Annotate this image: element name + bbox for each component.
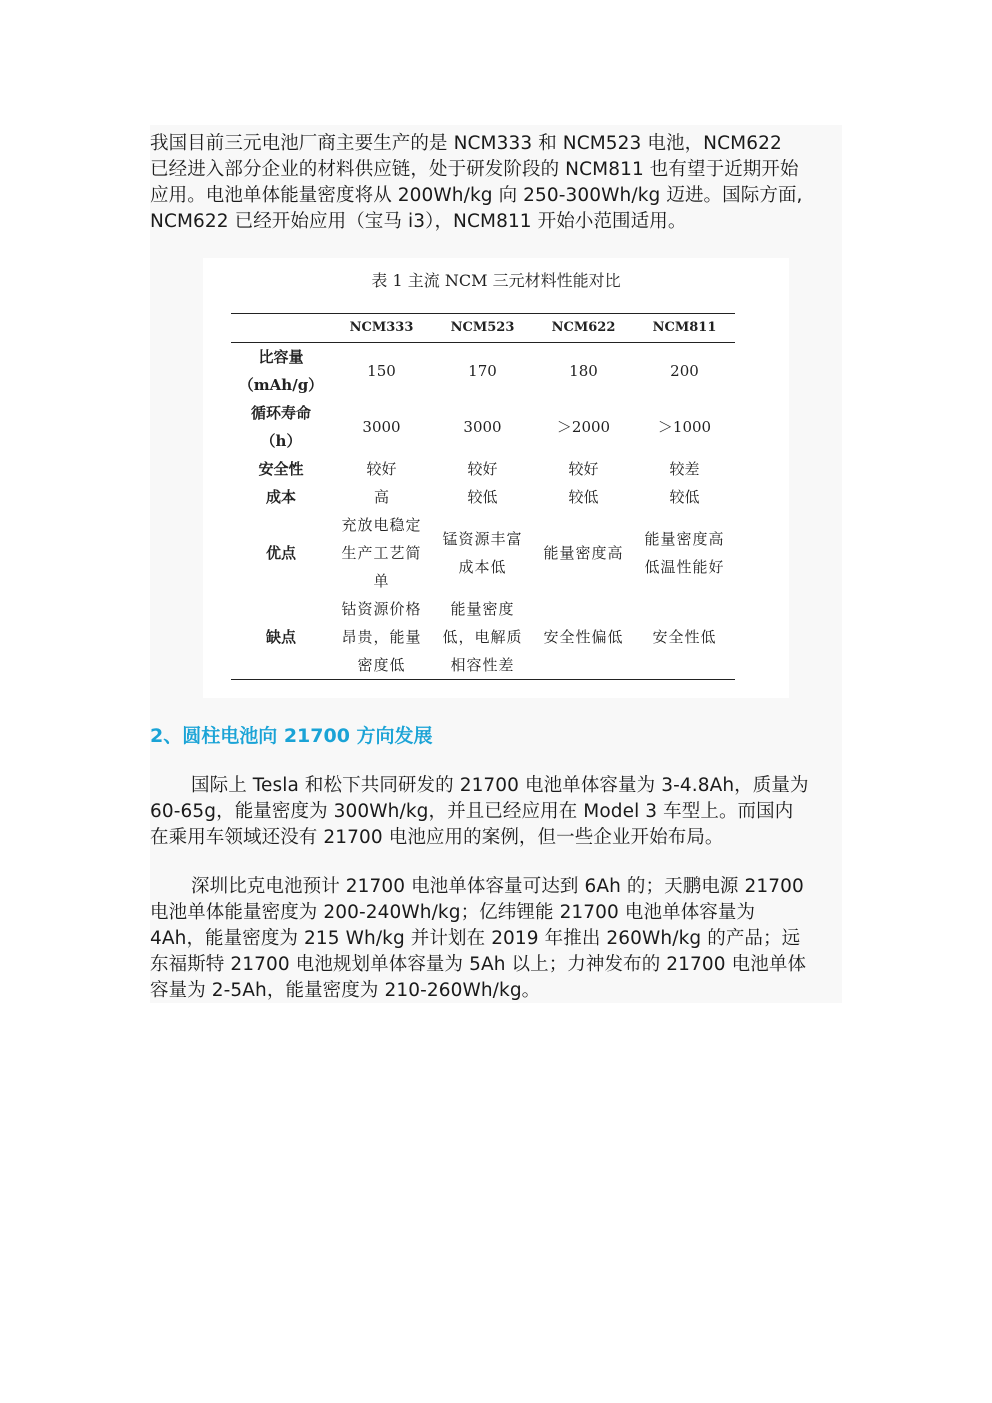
table-cell <box>533 511 634 595</box>
table-cell <box>331 511 432 595</box>
table-row-safety <box>231 455 735 483</box>
row-label-text: 循环寿命 （h） <box>250 404 311 450</box>
cell-text: 安全性低 <box>652 628 717 646</box>
paragraph-line: 国际上 Tesla 和松下共同研发的 21700 电池单体容量为 3-4.8Ah，质量为 <box>191 775 809 796</box>
paragraph-line: 4Ah，能量密度为 215 Wh/kg 并计划在 2019 年推出 260Wh/kg 的产品；远 <box>150 928 801 949</box>
table-cell: ＞1000 <box>657 418 712 436</box>
table-cell <box>533 595 634 680</box>
row-label: 安全性 <box>258 460 304 478</box>
table-cell: 较低 <box>467 488 498 506</box>
table-cell: 200 <box>670 362 699 380</box>
row-label: 缺点 <box>231 595 331 680</box>
table-cell <box>432 511 533 595</box>
table-cell: 高 <box>373 488 389 506</box>
table-cell: 180 <box>569 362 598 380</box>
table-cell: 170 <box>468 362 497 380</box>
cell-text: 钴资源价格 昂贵，能量 密度低 <box>341 600 422 674</box>
row-label <box>231 343 331 400</box>
cell-text: 安全性偏低 <box>543 628 624 646</box>
table-cell: 较低 <box>669 488 700 506</box>
paragraph-line: 60-65g，能量密度为 300Wh/kg，并且已经应用在 Model 3 车型上。而国内 <box>150 801 794 822</box>
table-row-disadvantages <box>231 595 735 680</box>
table-row-advantages <box>231 511 735 595</box>
table-cell <box>634 595 735 680</box>
paragraph-line: 容量为 2-5Ah，能量密度为 210-260Wh/kg。 <box>150 980 541 1001</box>
paragraph-domestic-21700 <box>150 874 850 1004</box>
paragraph-line: 已经进入部分企业的材料供应链，处于研发阶段的 NCM811 也有望于近期开始 <box>150 159 799 180</box>
cell-text: 能量密度 低，电解质 相容性差 <box>442 600 523 674</box>
row-label-text: 比容量 （mAh/g） <box>238 348 324 394</box>
table-cell: 150 <box>367 362 396 380</box>
row-label: 优点 <box>265 544 296 562</box>
paragraph-line: 深圳比克电池预计 21700 电池单体容量可达到 6Ah 的；天鹏电源 21700 <box>191 876 804 897</box>
paragraph-line: 电池单体能量密度为 200-240Wh/kg；亿纬锂能 21700 电池单体容量为 <box>150 902 756 923</box>
table-cell <box>634 511 735 595</box>
table-cell: 较好 <box>568 460 599 478</box>
table-title: 表 1 主流 NCM 三元材料性能对比 <box>371 271 621 290</box>
paragraph-line: 应用。电池单体能量密度将从 200Wh/kg 向 250-300Wh/kg 迈进。国际方面, <box>150 185 803 206</box>
table-cell: 较低 <box>568 488 599 506</box>
table-cell: 较差 <box>669 460 700 478</box>
paragraph-ncm-overview <box>150 131 850 235</box>
paragraph-line: 在乘用车领域还没有 21700 电池应用的案例，但一些企业开始布局。 <box>150 827 724 848</box>
header-cell-ncm523: NCM523 <box>432 314 533 343</box>
table-row-specific-capacity <box>231 343 735 400</box>
row-label <box>231 399 331 455</box>
table-cell: 较好 <box>467 460 498 478</box>
table-cell <box>331 595 432 680</box>
cell-text: 充放电稳定 生产工艺简 单 <box>341 516 422 590</box>
table-cell: ＞2000 <box>556 418 611 436</box>
table-row-cycle-life <box>231 399 735 455</box>
cell-text: 能量密度高 <box>543 544 624 562</box>
ncm-comparison-table <box>231 313 735 680</box>
row-label: 成本 <box>265 488 296 506</box>
header-cell-empty <box>231 314 331 343</box>
table-cell: 3000 <box>463 418 502 436</box>
paragraph-line: 我国目前三元电池厂商主要生产的是 NCM333 和 NCM523 电池，NCM622 <box>150 133 782 154</box>
table-cell: 3000 <box>362 418 401 436</box>
table-header-row <box>231 314 735 343</box>
section-heading: 2、圆柱电池向 21700 方向发展 <box>150 725 433 747</box>
header-cell-ncm622: NCM622 <box>533 314 634 343</box>
paragraph-line: 东福斯特 21700 电池规划单体容量为 5Ah 以上；力神发布的 21700 电池单体 <box>150 954 807 975</box>
cell-text: 能量密度高 低温性能好 <box>644 530 725 576</box>
paragraph-line: NCM622 已经开始应用（宝马 i3），NCM811 开始小范围适用。 <box>150 211 687 232</box>
header-cell-ncm333: NCM333 <box>331 314 432 343</box>
cell-text: 锰资源丰富 成本低 <box>442 530 523 576</box>
header-cell-ncm811: NCM811 <box>634 314 735 343</box>
table-cell <box>432 595 533 680</box>
table-cell: 较好 <box>366 460 397 478</box>
table-row-cost <box>231 483 735 511</box>
paragraph-tesla-21700 <box>150 773 850 851</box>
